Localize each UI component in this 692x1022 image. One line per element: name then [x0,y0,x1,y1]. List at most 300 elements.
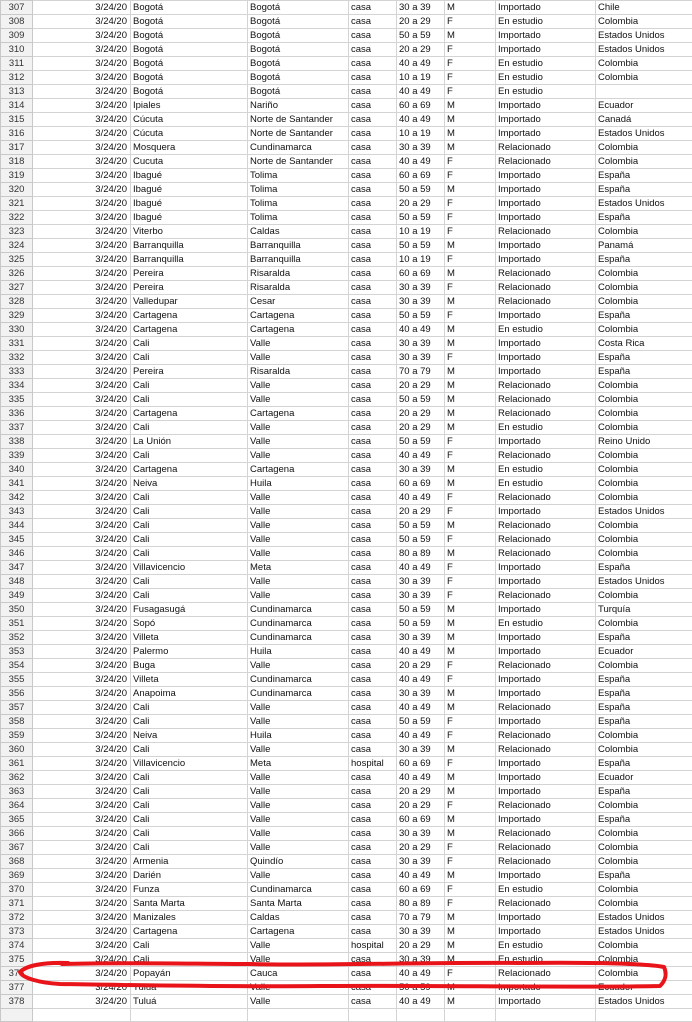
city-cell[interactable]: Cali [131,827,248,841]
date-cell[interactable]: 3/24/20 [33,869,131,883]
type-cell[interactable]: Importado [496,561,596,575]
date-cell[interactable]: 3/24/20 [33,673,131,687]
row-number-cell[interactable]: 370 [1,883,33,897]
department-cell[interactable]: Bogotá [248,1,349,15]
row-number-cell[interactable]: 327 [1,281,33,295]
department-cell[interactable]: Cesar [248,295,349,309]
type-cell[interactable]: Importado [496,365,596,379]
sex-cell[interactable]: M [445,365,496,379]
city-cell[interactable]: Bogotá [131,1,248,15]
origin-country-cell[interactable]: Reino Unido [596,435,692,449]
date-cell[interactable]: 3/24/20 [33,463,131,477]
sex-cell[interactable]: M [445,337,496,351]
age-range-cell[interactable]: 30 a 39 [397,631,445,645]
department-cell[interactable]: Valle [248,743,349,757]
attention-cell[interactable]: casa [349,113,397,127]
type-cell[interactable]: Relacionado [496,589,596,603]
department-cell[interactable]: Tolima [248,169,349,183]
sex-cell[interactable]: F [445,309,496,323]
attention-cell[interactable]: casa [349,267,397,281]
row-number-cell[interactable]: 365 [1,813,33,827]
sex-cell[interactable]: M [445,477,496,491]
origin-country-cell[interactable]: Estados Unidos [596,575,692,589]
age-range-cell[interactable]: 30 a 39 [397,351,445,365]
age-range-cell[interactable]: 30 a 39 [397,463,445,477]
type-cell[interactable]: Relacionado [496,379,596,393]
row-number-cell[interactable]: 326 [1,267,33,281]
age-range-cell[interactable]: 20 a 29 [397,505,445,519]
sex-cell[interactable]: M [445,547,496,561]
origin-country-cell[interactable]: Colombia [596,421,692,435]
row-number-cell[interactable]: 375 [1,953,33,967]
department-cell[interactable]: Meta [248,757,349,771]
attention-cell[interactable]: casa [349,575,397,589]
attention-cell[interactable]: casa [349,1,397,15]
origin-country-cell[interactable]: Colombia [596,519,692,533]
city-cell[interactable]: Viterbo [131,225,248,239]
date-cell[interactable]: 3/24/20 [33,239,131,253]
attention-cell[interactable]: casa [349,183,397,197]
date-cell[interactable]: 3/24/20 [33,995,131,1009]
department-cell[interactable]: Risaralda [248,267,349,281]
age-range-cell[interactable]: 50 a 59 [397,309,445,323]
sex-cell[interactable]: F [445,43,496,57]
department-cell[interactable]: Tolima [248,183,349,197]
department-cell[interactable]: Cartagena [248,309,349,323]
department-cell[interactable]: Risaralda [248,365,349,379]
row-number-cell[interactable]: 336 [1,407,33,421]
sex-cell[interactable]: F [445,449,496,463]
origin-country-cell[interactable]: Estados Unidos [596,29,692,43]
city-cell[interactable]: Neiva [131,729,248,743]
city-cell[interactable]: Santa Marta [131,897,248,911]
age-range-cell[interactable]: 40 a 49 [397,491,445,505]
sex-cell[interactable]: F [445,533,496,547]
origin-country-cell[interactable]: Ecuador [596,981,692,995]
city-cell[interactable]: La Unión [131,435,248,449]
attention-cell[interactable]: casa [349,407,397,421]
origin-country-cell[interactable]: Colombia [596,379,692,393]
date-cell[interactable]: 3/24/20 [33,379,131,393]
attention-cell[interactable]: casa [349,281,397,295]
type-cell[interactable]: Importado [496,771,596,785]
type-cell[interactable]: Relacionado [496,407,596,421]
type-cell[interactable]: Importado [496,603,596,617]
sex-cell[interactable]: F [445,225,496,239]
attention-cell[interactable]: casa [349,785,397,799]
age-range-cell[interactable]: 40 a 49 [397,561,445,575]
attention-cell[interactable]: casa [349,421,397,435]
attention-cell[interactable]: casa [349,631,397,645]
sex-cell[interactable]: F [445,561,496,575]
sex-cell[interactable]: F [445,155,496,169]
date-cell[interactable]: 3/24/20 [33,953,131,967]
date-cell[interactable]: 3/24/20 [33,29,131,43]
city-cell[interactable]: Villeta [131,673,248,687]
department-cell[interactable]: Bogotá [248,85,349,99]
date-cell[interactable]: 3/24/20 [33,967,131,981]
age-range-cell[interactable]: 40 a 49 [397,673,445,687]
age-range-cell[interactable]: 40 a 49 [397,995,445,1009]
city-cell[interactable]: Popayán [131,967,248,981]
origin-country-cell[interactable]: Estados Unidos [596,925,692,939]
sex-cell[interactable]: F [445,57,496,71]
attention-cell[interactable]: casa [349,673,397,687]
row-number-cell[interactable]: 351 [1,617,33,631]
city-cell[interactable]: Cali [131,785,248,799]
department-cell[interactable]: Valle [248,505,349,519]
attention-cell[interactable]: casa [349,365,397,379]
row-number-cell[interactable]: 329 [1,309,33,323]
row-number-cell[interactable]: 364 [1,799,33,813]
row-number-cell[interactable]: 332 [1,351,33,365]
department-cell[interactable]: Bogotá [248,15,349,29]
sex-cell[interactable]: M [445,631,496,645]
type-cell[interactable]: Importado [496,813,596,827]
department-cell[interactable]: Valle [248,953,349,967]
row-number-cell[interactable]: 314 [1,99,33,113]
age-range-cell[interactable]: 50 a 59 [397,981,445,995]
attention-cell[interactable]: casa [349,645,397,659]
city-cell[interactable]: Barranquilla [131,253,248,267]
city-cell[interactable]: Cali [131,421,248,435]
date-cell[interactable]: 3/24/20 [33,183,131,197]
attention-cell[interactable]: casa [349,211,397,225]
attention-cell[interactable]: casa [349,351,397,365]
type-cell[interactable]: Relacionado [496,799,596,813]
age-range-cell[interactable]: 50 a 59 [397,603,445,617]
attention-cell[interactable]: casa [349,953,397,967]
date-cell[interactable]: 3/24/20 [33,127,131,141]
department-cell[interactable]: Bogotá [248,57,349,71]
attention-cell[interactable]: casa [349,561,397,575]
origin-country-cell[interactable]: Colombia [596,393,692,407]
date-cell[interactable]: 3/24/20 [33,687,131,701]
age-range-cell[interactable]: 30 a 39 [397,589,445,603]
sex-cell[interactable]: F [445,855,496,869]
date-cell[interactable]: 3/24/20 [33,225,131,239]
origin-country-cell[interactable]: España [596,673,692,687]
date-cell[interactable]: 3/24/20 [33,785,131,799]
sex-cell[interactable]: M [445,869,496,883]
attention-cell[interactable]: casa [349,127,397,141]
row-number-cell[interactable]: 367 [1,841,33,855]
department-cell[interactable]: Valle [248,869,349,883]
age-range-cell[interactable]: 20 a 29 [397,659,445,673]
age-range-cell[interactable]: 60 a 69 [397,477,445,491]
row-number-cell[interactable]: 340 [1,463,33,477]
age-range-cell[interactable]: 20 a 29 [397,15,445,29]
row-number-cell[interactable]: 312 [1,71,33,85]
attention-cell[interactable]: casa [349,477,397,491]
city-cell[interactable]: Cali [131,351,248,365]
attention-cell[interactable]: casa [349,337,397,351]
date-cell[interactable]: 3/24/20 [33,1,131,15]
department-cell[interactable]: Valle [248,939,349,953]
row-number-cell[interactable]: 316 [1,127,33,141]
sex-cell[interactable]: M [445,183,496,197]
department-cell[interactable]: Cundinamarca [248,141,349,155]
row-number-cell[interactable]: 307 [1,1,33,15]
date-cell[interactable]: 3/24/20 [33,309,131,323]
origin-country-cell[interactable]: Colombia [596,547,692,561]
department-cell[interactable]: Nariño [248,99,349,113]
department-cell[interactable]: Risaralda [248,281,349,295]
date-cell[interactable]: 3/24/20 [33,911,131,925]
age-range-cell[interactable]: 30 a 39 [397,337,445,351]
origin-country-cell[interactable]: Colombia [596,155,692,169]
date-cell[interactable]: 3/24/20 [33,855,131,869]
origin-country-cell[interactable]: Colombia [596,953,692,967]
type-cell[interactable]: Relacionado [496,855,596,869]
type-cell[interactable]: Importado [496,995,596,1009]
department-cell[interactable]: Caldas [248,225,349,239]
origin-country-cell[interactable]: Estados Unidos [596,127,692,141]
department-cell[interactable]: Valle [248,533,349,547]
attention-cell[interactable]: casa [349,659,397,673]
origin-country-cell[interactable]: Ecuador [596,99,692,113]
type-cell[interactable]: Importado [496,183,596,197]
attention-cell[interactable]: casa [349,841,397,855]
city-cell[interactable]: Bogotá [131,85,248,99]
type-cell[interactable]: Importado [496,1,596,15]
origin-country-cell[interactable]: Colombia [596,659,692,673]
date-cell[interactable]: 3/24/20 [33,323,131,337]
type-cell[interactable]: Relacionado [496,841,596,855]
age-range-cell[interactable]: 30 a 39 [397,281,445,295]
attention-cell[interactable]: casa [349,43,397,57]
row-number-cell[interactable]: 374 [1,939,33,953]
date-cell[interactable]: 3/24/20 [33,939,131,953]
city-cell[interactable]: Cali [131,519,248,533]
type-cell[interactable]: En estudio [496,883,596,897]
age-range-cell[interactable]: 30 a 39 [397,1,445,15]
date-cell[interactable]: 3/24/20 [33,757,131,771]
origin-country-cell[interactable]: Turquía [596,603,692,617]
city-cell[interactable]: Tuluá [131,995,248,1009]
origin-country-cell[interactable]: Colombia [596,323,692,337]
type-cell[interactable]: Relacionado [496,701,596,715]
origin-country-cell[interactable]: Colombia [596,295,692,309]
row-number-cell[interactable]: 362 [1,771,33,785]
age-range-cell[interactable]: 60 a 69 [397,813,445,827]
date-cell[interactable]: 3/24/20 [33,141,131,155]
city-cell[interactable]: Bogotá [131,43,248,57]
type-cell[interactable]: Importado [496,197,596,211]
type-cell[interactable]: Importado [496,785,596,799]
row-number-cell[interactable]: 342 [1,491,33,505]
origin-country-cell[interactable]: Colombia [596,967,692,981]
department-cell[interactable]: Valle [248,491,349,505]
row-number-cell[interactable]: 371 [1,897,33,911]
sex-cell[interactable]: F [445,715,496,729]
sex-cell[interactable]: M [445,379,496,393]
origin-country-cell[interactable]: Colombia [596,491,692,505]
origin-country-cell[interactable]: España [596,211,692,225]
date-cell[interactable]: 3/24/20 [33,701,131,715]
attention-cell[interactable]: casa [349,463,397,477]
row-number-cell[interactable]: 330 [1,323,33,337]
city-cell[interactable]: Valledupar [131,295,248,309]
age-range-cell[interactable]: 60 a 69 [397,757,445,771]
city-cell[interactable]: Fusagasugá [131,603,248,617]
date-cell[interactable]: 3/24/20 [33,351,131,365]
origin-country-cell[interactable]: Estados Unidos [596,197,692,211]
row-number-cell[interactable]: 346 [1,547,33,561]
row-number-cell[interactable]: 311 [1,57,33,71]
type-cell[interactable]: Importado [496,435,596,449]
sex-cell[interactable]: F [445,659,496,673]
origin-country-cell[interactable]: Colombia [596,743,692,757]
attention-cell[interactable]: casa [349,995,397,1009]
sex-cell[interactable]: M [445,617,496,631]
attention-cell[interactable]: casa [349,309,397,323]
city-cell[interactable]: Mosquera [131,141,248,155]
origin-country-cell[interactable]: España [596,351,692,365]
sex-cell[interactable]: F [445,169,496,183]
row-number-cell[interactable]: 350 [1,603,33,617]
department-cell[interactable]: Cundinamarca [248,687,349,701]
sex-cell[interactable]: M [445,743,496,757]
city-cell[interactable]: Ipiales [131,99,248,113]
city-cell[interactable]: Funza [131,883,248,897]
origin-country-cell[interactable]: Colombia [596,477,692,491]
department-cell[interactable]: Valle [248,981,349,995]
date-cell[interactable]: 3/24/20 [33,253,131,267]
sex-cell[interactable]: F [445,883,496,897]
type-cell[interactable]: Relacionado [496,449,596,463]
row-number-cell[interactable]: 373 [1,925,33,939]
age-range-cell[interactable]: 40 a 49 [397,57,445,71]
type-cell[interactable]: En estudio [496,71,596,85]
sex-cell[interactable]: F [445,505,496,519]
sex-cell[interactable]: M [445,687,496,701]
city-cell[interactable]: Cúcuta [131,127,248,141]
sex-cell[interactable]: M [445,771,496,785]
city-cell[interactable]: Cali [131,589,248,603]
origin-country-cell[interactable]: España [596,631,692,645]
type-cell[interactable]: Importado [496,673,596,687]
city-cell[interactable]: Pereira [131,281,248,295]
sex-cell[interactable]: M [445,463,496,477]
sex-cell[interactable]: M [445,701,496,715]
sex-cell[interactable]: M [445,1,496,15]
date-cell[interactable]: 3/24/20 [33,799,131,813]
origin-country-cell[interactable]: Colombia [596,449,692,463]
origin-country-cell[interactable]: Estados Unidos [596,43,692,57]
row-number-cell[interactable]: 338 [1,435,33,449]
city-cell[interactable]: Cali [131,799,248,813]
date-cell[interactable]: 3/24/20 [33,631,131,645]
origin-country-cell[interactable]: España [596,561,692,575]
date-cell[interactable]: 3/24/20 [33,15,131,29]
age-range-cell[interactable]: 30 a 39 [397,925,445,939]
origin-country-cell[interactable]: España [596,785,692,799]
attention-cell[interactable]: casa [349,743,397,757]
city-cell[interactable]: Cali [131,547,248,561]
attention-cell[interactable]: casa [349,869,397,883]
department-cell[interactable]: Norte de Santander [248,155,349,169]
origin-country-cell[interactable]: Colombia [596,225,692,239]
origin-country-cell[interactable]: España [596,869,692,883]
type-cell[interactable]: Relacionado [496,393,596,407]
age-range-cell[interactable]: 10 a 19 [397,127,445,141]
sex-cell[interactable]: M [445,421,496,435]
type-cell[interactable]: En estudio [496,939,596,953]
sex-cell[interactable]: F [445,575,496,589]
attention-cell[interactable]: casa [349,897,397,911]
row-number-cell[interactable]: 357 [1,701,33,715]
age-range-cell[interactable]: 80 a 89 [397,547,445,561]
department-cell[interactable]: Cartagena [248,463,349,477]
city-cell[interactable]: Cúcuta [131,113,248,127]
age-range-cell[interactable]: 30 a 39 [397,855,445,869]
city-cell[interactable]: Cartagena [131,323,248,337]
sex-cell[interactable]: M [445,939,496,953]
date-cell[interactable]: 3/24/20 [33,883,131,897]
age-range-cell[interactable]: 60 a 69 [397,267,445,281]
age-range-cell[interactable]: 20 a 29 [397,785,445,799]
city-cell[interactable]: Cali [131,337,248,351]
sex-cell[interactable]: F [445,71,496,85]
attention-cell[interactable]: casa [349,323,397,337]
sex-cell[interactable]: F [445,757,496,771]
city-cell[interactable]: Cali [131,505,248,519]
row-number-cell[interactable]: 345 [1,533,33,547]
origin-country-cell[interactable]: Estados Unidos [596,995,692,1009]
department-cell[interactable]: Valle [248,799,349,813]
type-cell[interactable]: Importado [496,239,596,253]
sex-cell[interactable]: M [445,323,496,337]
attention-cell[interactable]: casa [349,981,397,995]
sex-cell[interactable]: M [445,813,496,827]
origin-country-cell[interactable]: Colombia [596,617,692,631]
attention-cell[interactable]: casa [349,827,397,841]
origin-country-cell[interactable]: Colombia [596,841,692,855]
city-cell[interactable]: Darién [131,869,248,883]
origin-country-cell[interactable]: Colombia [596,883,692,897]
type-cell[interactable]: Importado [496,29,596,43]
type-cell[interactable]: Relacionado [496,897,596,911]
row-number-cell[interactable]: 356 [1,687,33,701]
age-range-cell[interactable]: 30 a 39 [397,743,445,757]
origin-country-cell[interactable]: Colombia [596,141,692,155]
age-range-cell[interactable]: 40 a 49 [397,645,445,659]
attention-cell[interactable]: casa [349,911,397,925]
type-cell[interactable]: En estudio [496,323,596,337]
type-cell[interactable]: Importado [496,337,596,351]
city-cell[interactable]: Villavicencio [131,561,248,575]
row-number-cell[interactable]: 335 [1,393,33,407]
department-cell[interactable]: Huila [248,729,349,743]
department-cell[interactable]: Cundinamarca [248,603,349,617]
type-cell[interactable]: En estudio [496,477,596,491]
date-cell[interactable]: 3/24/20 [33,393,131,407]
sex-cell[interactable]: M [445,239,496,253]
age-range-cell[interactable]: 10 a 19 [397,71,445,85]
row-number-cell[interactable]: 359 [1,729,33,743]
date-cell[interactable]: 3/24/20 [33,491,131,505]
department-cell[interactable]: Valle [248,351,349,365]
sex-cell[interactable]: M [445,785,496,799]
origin-country-cell[interactable]: Colombia [596,729,692,743]
department-cell[interactable]: Norte de Santander [248,127,349,141]
city-cell[interactable]: Buga [131,659,248,673]
row-number-cell[interactable]: 378 [1,995,33,1009]
type-cell[interactable]: Relacionado [496,547,596,561]
attention-cell[interactable]: casa [349,547,397,561]
attention-cell[interactable]: casa [349,799,397,813]
